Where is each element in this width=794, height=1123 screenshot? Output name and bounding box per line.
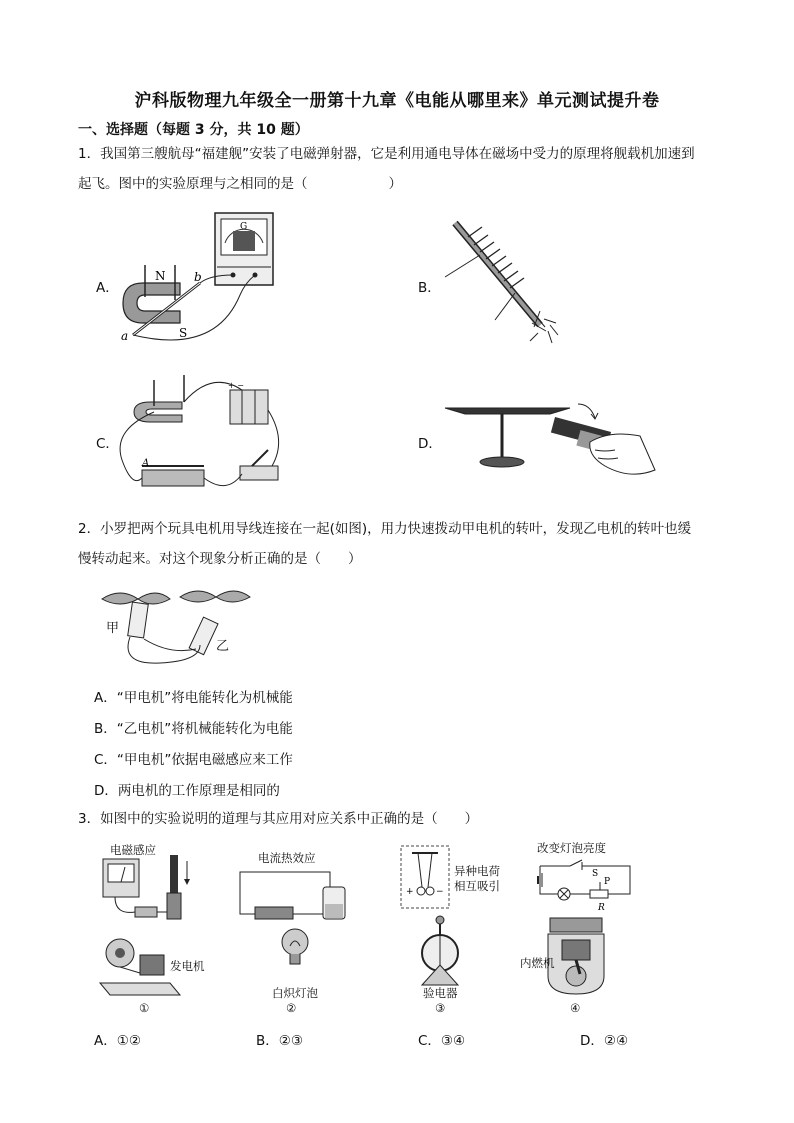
question-2 <box>78 514 748 574</box>
q3-fig4-S-label: S <box>592 869 599 879</box>
q1-figa-b-label: b <box>194 270 202 284</box>
q3-fig2-num: ② <box>286 1001 297 1015</box>
q2-option-a[interactable]: A．“甲电机”将电能转化为机械能 <box>94 690 293 706</box>
question-3 <box>78 804 748 834</box>
q1-option-b-label[interactable]: B． <box>418 280 441 296</box>
q3-fig4-num: ④ <box>570 1001 581 1015</box>
q3-option-b[interactable]: B．②③ <box>256 1033 303 1049</box>
page-title: 沪科版物理九年级全一册第十九章《电能从哪里来》单元测试提升卷 <box>134 91 660 111</box>
q1-figa-a-label: a <box>121 329 129 343</box>
q3-fig4-P-label: P <box>604 877 611 887</box>
q2-option-b[interactable]: B．“乙电机”将机械能转化为电能 <box>94 721 293 737</box>
q3-fig4-app-label: 内燃机 <box>520 956 555 970</box>
q3-option-d[interactable]: D．②④ <box>580 1033 629 1049</box>
q1-figure-c <box>112 370 292 510</box>
question-2-line1: 2．小罗把两个玩具电机用导线连接在一起(如图)，用力快速拨动甲电机的转叶，发现乙电机的转叶也缓 <box>78 521 692 537</box>
q3-fig1-app-label: 发电机 <box>170 959 205 973</box>
q2-option-c[interactable]: C．“甲电机”依据电磁感应来工作 <box>94 752 293 768</box>
q2-label-yi: 乙 <box>216 639 230 654</box>
section-heading: 一、选择题（每题 3 分，共 10 题） <box>78 122 309 138</box>
q3-option-a[interactable]: A．①② <box>94 1033 141 1049</box>
q3-option-c[interactable]: C．③④ <box>418 1033 466 1049</box>
q1-option-d-label[interactable]: D． <box>418 436 442 452</box>
q3-fig3-top-label-line2: 相互吸引 <box>454 879 500 893</box>
q1-option-c-label[interactable]: C． <box>96 436 119 452</box>
q3-fig3-app-label: 验电器 <box>423 986 458 1000</box>
q1-figc-A-label: A <box>142 458 150 469</box>
q3-fig2-top-label: 电流热效应 <box>258 851 316 865</box>
q1-figure-b <box>440 215 590 345</box>
question-2-line2: 慢转动起来。对这个现象分析正确的是（ ） <box>78 551 362 567</box>
q3-fig1-top-label: 电磁感应 <box>110 843 156 857</box>
q2-figure-motors <box>100 585 260 670</box>
q1-figa-G-label: G <box>240 222 248 232</box>
q3-figure-4 <box>530 856 640 1001</box>
q1-option-a-label[interactable]: A． <box>96 280 119 296</box>
q1-figure-a <box>115 205 285 350</box>
q3-fig1-num: ① <box>139 1001 150 1015</box>
q3-figure-2 <box>235 862 365 982</box>
svg-text:+: + <box>406 887 414 897</box>
question-1-line1: 1．我国第三艘航母“福建舰”安装了电磁弹射器，它是利用通电导体在磁场中受力的原理将舰载机加速到 <box>78 146 695 162</box>
q1-figa-S-label: S <box>179 326 188 340</box>
q3-fig2-app-label: 白炽灯泡 <box>272 986 318 1000</box>
q3-fig4-R-label: R <box>598 903 605 913</box>
q2-label-jia: 甲 <box>106 621 120 636</box>
question-1-line2: 起飞。图中的实验原理与之相同的是（ ） <box>78 176 402 192</box>
question-1 <box>78 139 748 199</box>
q2-option-d[interactable]: D．两电机的工作原理是相同的 <box>94 783 280 799</box>
q1-figa-N-label: N <box>155 269 166 283</box>
q3-fig3-top-label-line1: 异种电荷 <box>454 864 500 878</box>
svg-text:−: − <box>436 887 444 897</box>
q3-fig3-num: ③ <box>435 1001 446 1015</box>
question-3-line1: 3．如图中的实验说明的道理与其应用对应关系中正确的是（ ） <box>78 811 479 827</box>
q3-figure-1 <box>95 855 205 1020</box>
q3-fig4-top-label: 改变灯泡亮度 <box>537 841 606 855</box>
svg-text:+ −: + − <box>228 381 244 390</box>
q1-figure-d <box>440 400 660 490</box>
